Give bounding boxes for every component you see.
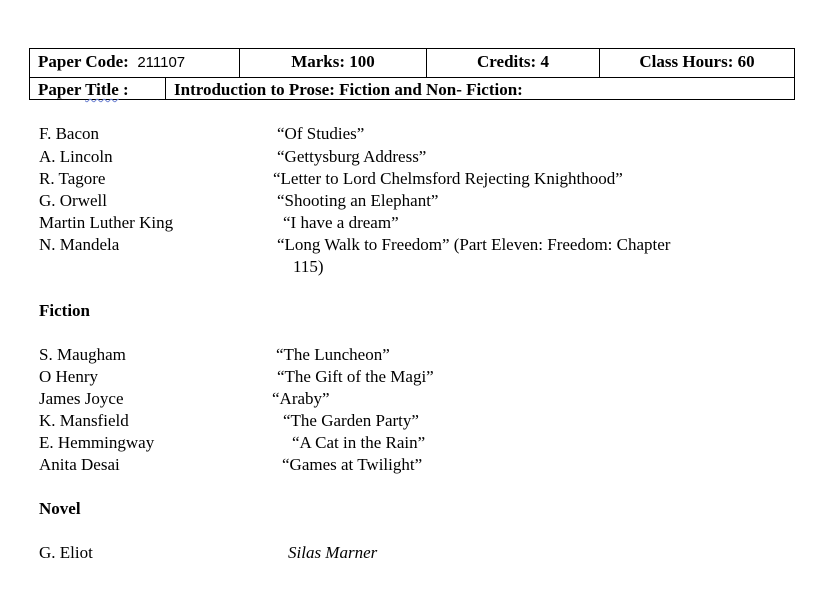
paper-title-label-part: Paper [38, 80, 86, 99]
work-title: “Of Studies” [277, 124, 365, 143]
author-name: Martin Luther King [39, 213, 174, 232]
work-title: “Letter to Lord Chelmsford Rejecting Knighthood” [273, 169, 623, 188]
paper-code-label: Paper Code: [38, 52, 129, 71]
work-title: “I have a dream” [283, 213, 399, 232]
author-name: K. Mansfield [39, 411, 129, 430]
author-name: G. Eliot [39, 543, 93, 562]
work-title: “Shooting an Elephant” [277, 191, 439, 210]
section-heading-fiction: Fiction [39, 301, 90, 320]
author-name: E. Hemmingway [39, 433, 155, 452]
column-divider [165, 77, 166, 100]
author-name: F. Bacon [39, 124, 100, 143]
work-title-continuation: 115) [293, 257, 324, 276]
paper-title-label-underlined: Title [85, 80, 119, 99]
marks-cell: Marks: 100 [291, 52, 375, 71]
work-title: “Games at Twilight” [282, 455, 423, 474]
paper-code-cell [38, 52, 185, 73]
author-name: R. Tagore [39, 169, 106, 188]
table-row-divider [30, 77, 794, 78]
work-title: “A Cat in the Rain” [292, 433, 426, 452]
work-title: “The Luncheon” [276, 345, 390, 364]
section-heading-novel: Novel [39, 499, 81, 518]
work-title: “The Gift of the Magi” [277, 367, 434, 386]
work-title: Silas Marner [288, 543, 378, 562]
author-name: James Joyce [39, 389, 124, 408]
author-name: N. Mandela [39, 235, 120, 254]
class-hours-cell: Class Hours: 60 [639, 52, 755, 71]
work-title: “The Garden Party” [283, 411, 419, 430]
paper-title-label-colon: : [118, 80, 129, 99]
paper-title-value: Introduction to Prose: Fiction and Non- Fiction: [174, 80, 523, 99]
work-title: “Gettysburg Address” [277, 147, 427, 166]
author-name: Anita Desai [39, 455, 120, 474]
paper-title-label [38, 80, 129, 100]
credits-cell: Credits: 4 [477, 52, 549, 71]
paper-code-value: 211107 [137, 54, 186, 71]
author-name: S. Maugham [39, 345, 126, 364]
course-header-table [29, 48, 795, 100]
work-title: “Long Walk to Freedom” (Part Eleven: Freedom: Chapter [277, 235, 671, 254]
author-name: O Henry [39, 367, 99, 386]
work-title: “Araby” [272, 389, 330, 408]
author-name: A. Lincoln [39, 147, 113, 166]
author-name: G. Orwell [39, 191, 107, 210]
